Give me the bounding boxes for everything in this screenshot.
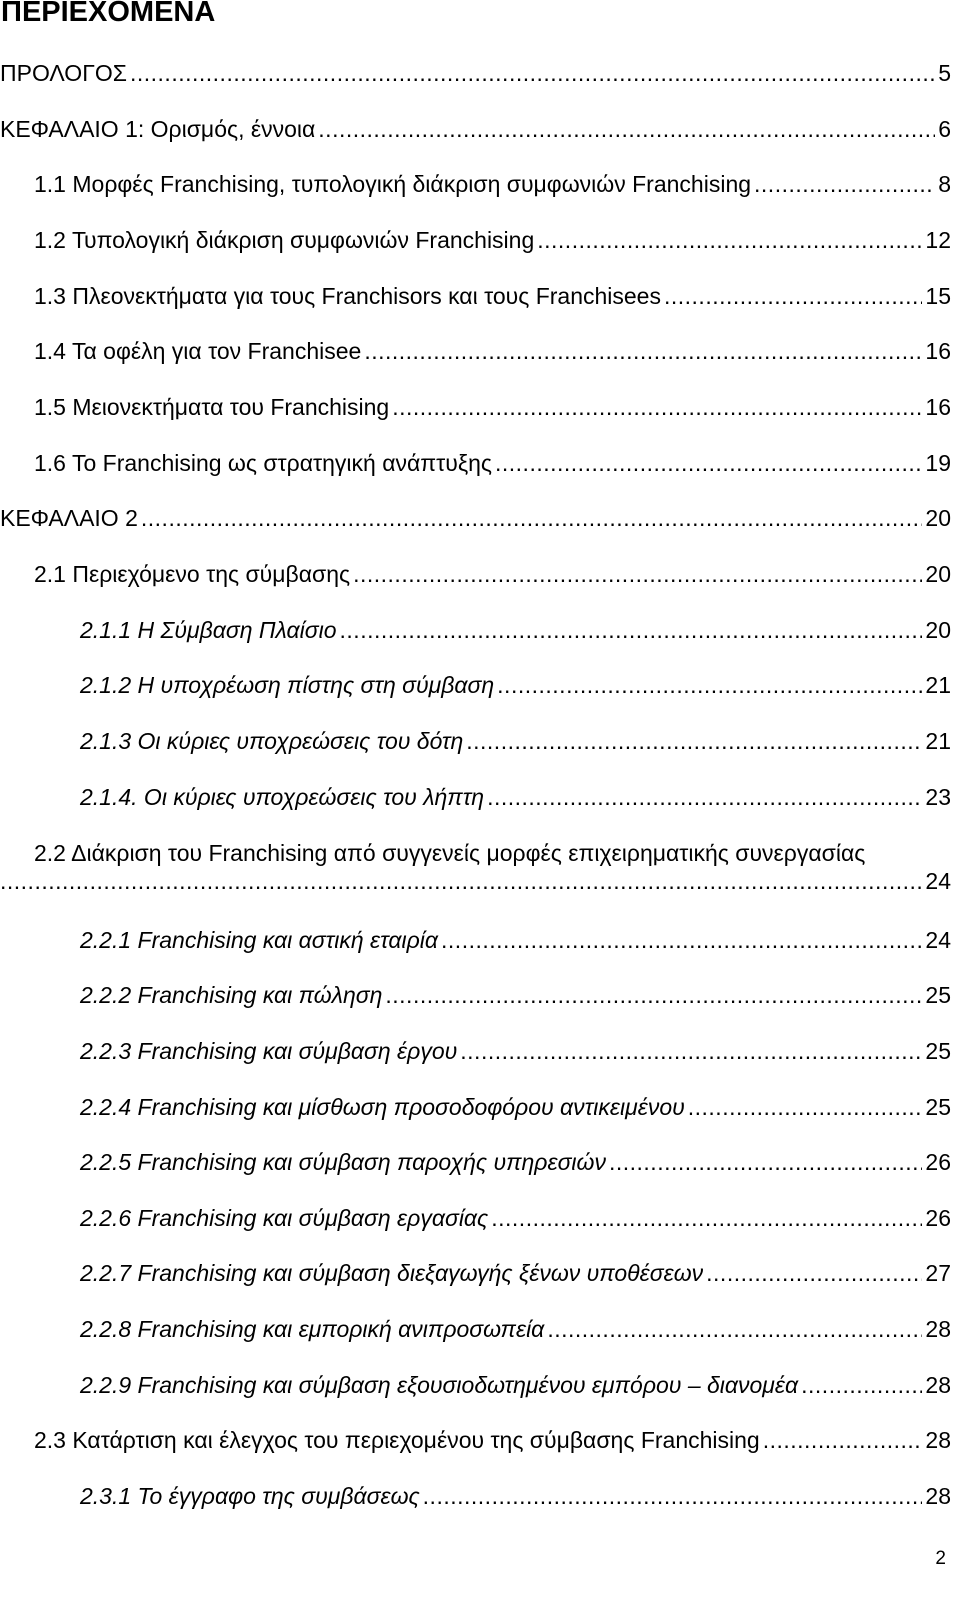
footer-page-number: 2	[935, 1548, 946, 1569]
toc-entry[interactable]	[80, 1087, 951, 1127]
toc-dot-leader	[441, 920, 922, 960]
toc-dot-leader	[130, 53, 935, 93]
toc-dot-leader	[423, 1476, 923, 1516]
toc-entry-text: 2.1.3 Οι κύριες υποχρεώσεις του δότη	[80, 728, 464, 754]
toc-page-number: 12	[925, 227, 951, 253]
toc-entry[interactable]	[80, 777, 951, 817]
toc-entry[interactable]	[80, 1309, 951, 1349]
toc-entry[interactable]	[80, 1198, 951, 1238]
toc-entry-text: 2.2 Διάκριση του Franchising από συγγενείς μορφές επιχειρηματικής συνεργασίας	[34, 840, 866, 866]
toc-entry-text: 2.2.5 Franchising και σύμβαση παροχής υπηρεσιών	[80, 1149, 606, 1175]
toc-entry-text: 2.1.2 Η υποχρέωση πίστης στη σύμβαση	[80, 672, 495, 698]
toc-page-number: 28	[925, 1427, 951, 1453]
toc-entry[interactable]	[0, 109, 951, 149]
toc-page-number: 20	[925, 505, 951, 531]
toc-entry-text: 2.1 Περιεχόμενο της σύμβασης	[34, 561, 351, 587]
toc-entry-text: 2.2.4 Franchising και μίσθωση προσοδοφόρου αντικειμένου	[80, 1094, 685, 1120]
toc-entry-text: 1.4 Τα οφέλη για τον Franchisee	[34, 338, 362, 364]
toc-dot-leader	[340, 610, 923, 650]
toc-entry-wrapped-title[interactable]	[34, 838, 865, 868]
toc-dot-leader	[754, 164, 935, 204]
toc-dot-leader	[364, 331, 922, 371]
toc-page-number: 21	[925, 728, 951, 754]
toc-page-number: 20	[925, 561, 951, 587]
toc-entry[interactable]	[34, 554, 951, 594]
toc-dot-leader	[392, 387, 922, 427]
toc-dot-leader	[497, 665, 922, 705]
toc-page-number: 23	[925, 784, 951, 810]
toc-page-number: 25	[925, 982, 951, 1008]
toc-entry[interactable]	[34, 276, 951, 316]
toc-entry-text: 2.1.4. Οι κύριες υποχρεώσεις του λήπτη	[80, 784, 485, 810]
toc-dot-leader	[537, 220, 922, 260]
toc-entry[interactable]	[0, 498, 951, 538]
toc-entry[interactable]	[80, 1253, 951, 1293]
toc-entry[interactable]	[34, 331, 951, 371]
toc-dot-leader	[491, 1198, 922, 1238]
toc-entry[interactable]	[80, 665, 951, 705]
toc-entry-text: 1.1 Μορφές Franchising, τυπολογική διάκριση συμφωνιών Franchising	[34, 171, 752, 197]
toc-dot-leader	[706, 1253, 922, 1293]
toc-page-number: 15	[925, 283, 951, 309]
toc-entry[interactable]	[34, 1420, 951, 1460]
toc-entry[interactable]	[80, 610, 951, 650]
toc-page-number: 16	[925, 394, 951, 420]
toc-dot-leader	[495, 443, 922, 483]
toc-dot-leader	[385, 975, 922, 1015]
toc-page-number: 28	[925, 1483, 951, 1509]
toc-entry-text: 2.2.7 Franchising και σύμβαση διεξαγωγής ξένων υποθέσεων	[80, 1260, 704, 1286]
toc-entry-wrapped-leader[interactable]	[0, 866, 951, 896]
toc-entry[interactable]	[80, 1031, 951, 1071]
toc-entry[interactable]	[34, 164, 951, 204]
toc-dot-leader	[466, 721, 922, 761]
toc-entry-text: 1.3 Πλεονεκτήματα για τους Franchisors και τους Franchisees	[34, 283, 661, 309]
toc-page-number: 19	[925, 450, 951, 476]
toc-entry[interactable]	[34, 387, 951, 427]
toc-page-number: 24	[925, 927, 951, 953]
toc-entry[interactable]	[80, 1142, 951, 1182]
toc-page-number: 5	[938, 60, 951, 86]
toc-page-number: 25	[925, 1038, 951, 1064]
toc-page-number: 24	[925, 868, 951, 894]
toc-entry-text: 1.6 Το Franchising ως στρατηγική ανάπτυξης	[34, 450, 492, 476]
toc-entry[interactable]	[80, 1365, 951, 1405]
toc-page-number: 28	[925, 1316, 951, 1342]
toc-page-number: 25	[925, 1094, 951, 1120]
toc-entry-text: ΠΡΟΛΟΓΟΣ	[0, 60, 127, 86]
toc-entry[interactable]	[80, 721, 951, 761]
toc-entry-text: 2.2.8 Franchising και εμπορική ανιπροσωπεία	[80, 1316, 545, 1342]
toc-dot-leader	[353, 554, 922, 594]
toc-dot-leader	[487, 777, 922, 817]
toc-entry-text: ΚΕΦΑΛΑΙΟ 1: Ορισμός, έννοια	[0, 116, 316, 142]
toc-dot-leader	[664, 276, 922, 316]
toc-dot-leader	[141, 498, 923, 538]
toc-entry-text: 1.5 Μειονεκτήματα του Franchising	[34, 394, 390, 420]
toc-entry-text: 1.2 Τυπολογική διάκριση συμφωνιών Franchising	[34, 227, 535, 253]
toc-entry[interactable]	[34, 220, 951, 260]
toc-entry[interactable]	[0, 53, 951, 93]
toc-page-number: 6	[938, 116, 951, 142]
toc-entry-text: 2.2.3 Franchising και σύμβαση έργου	[80, 1038, 458, 1064]
toc-entry[interactable]	[80, 920, 951, 960]
toc-entry[interactable]	[80, 1476, 951, 1516]
toc-entry-text: 2.2.2 Franchising και πώληση	[80, 982, 383, 1008]
page-title: ΠΕΡΙΕΧΟΜΕΝΑ	[1, 0, 216, 28]
toc-entry-text: 2.3.1 Το έγγραφο της συμβάσεως	[80, 1483, 420, 1509]
toc-page-number: 28	[925, 1372, 951, 1398]
toc-dot-leader	[609, 1142, 922, 1182]
toc-page-number: 20	[925, 617, 951, 643]
toc-entry[interactable]	[34, 443, 951, 483]
toc-page-number: 27	[925, 1260, 951, 1286]
toc-dot-leader	[688, 1087, 923, 1127]
toc-entry-text: 2.2.9 Franchising και σύμβαση εξουσιοδωτημένου εμπόρου – διανομέα	[80, 1372, 799, 1398]
toc-entry-text: 2.3 Κατάρτιση και έλεγχος του περιεχομένου της σύμβασης Franchising	[34, 1427, 760, 1453]
toc-entry-text: 2.2.6 Franchising και σύμβαση εργασίας	[80, 1205, 489, 1231]
toc-dot-leader	[0, 866, 922, 896]
toc-entry-text: ΚΕΦΑΛΑΙΟ 2	[0, 505, 138, 531]
toc-dot-leader	[318, 109, 935, 149]
toc-dot-leader	[460, 1031, 922, 1071]
toc-page-number: 8	[938, 171, 951, 197]
toc-page-number: 21	[925, 672, 951, 698]
toc-page-number: 16	[925, 338, 951, 364]
toc-entry[interactable]	[80, 975, 951, 1015]
toc-page-number: 26	[925, 1149, 951, 1175]
toc-dot-leader	[763, 1420, 923, 1460]
toc-dot-leader	[801, 1365, 922, 1405]
toc-page-number: 26	[925, 1205, 951, 1231]
toc-entry-text: 2.1.1 Η Σύμβαση Πλαίσιο	[80, 617, 337, 643]
toc-dot-leader	[547, 1309, 922, 1349]
toc-entry-text: 2.2.1 Franchising και αστική εταιρία	[80, 927, 439, 953]
